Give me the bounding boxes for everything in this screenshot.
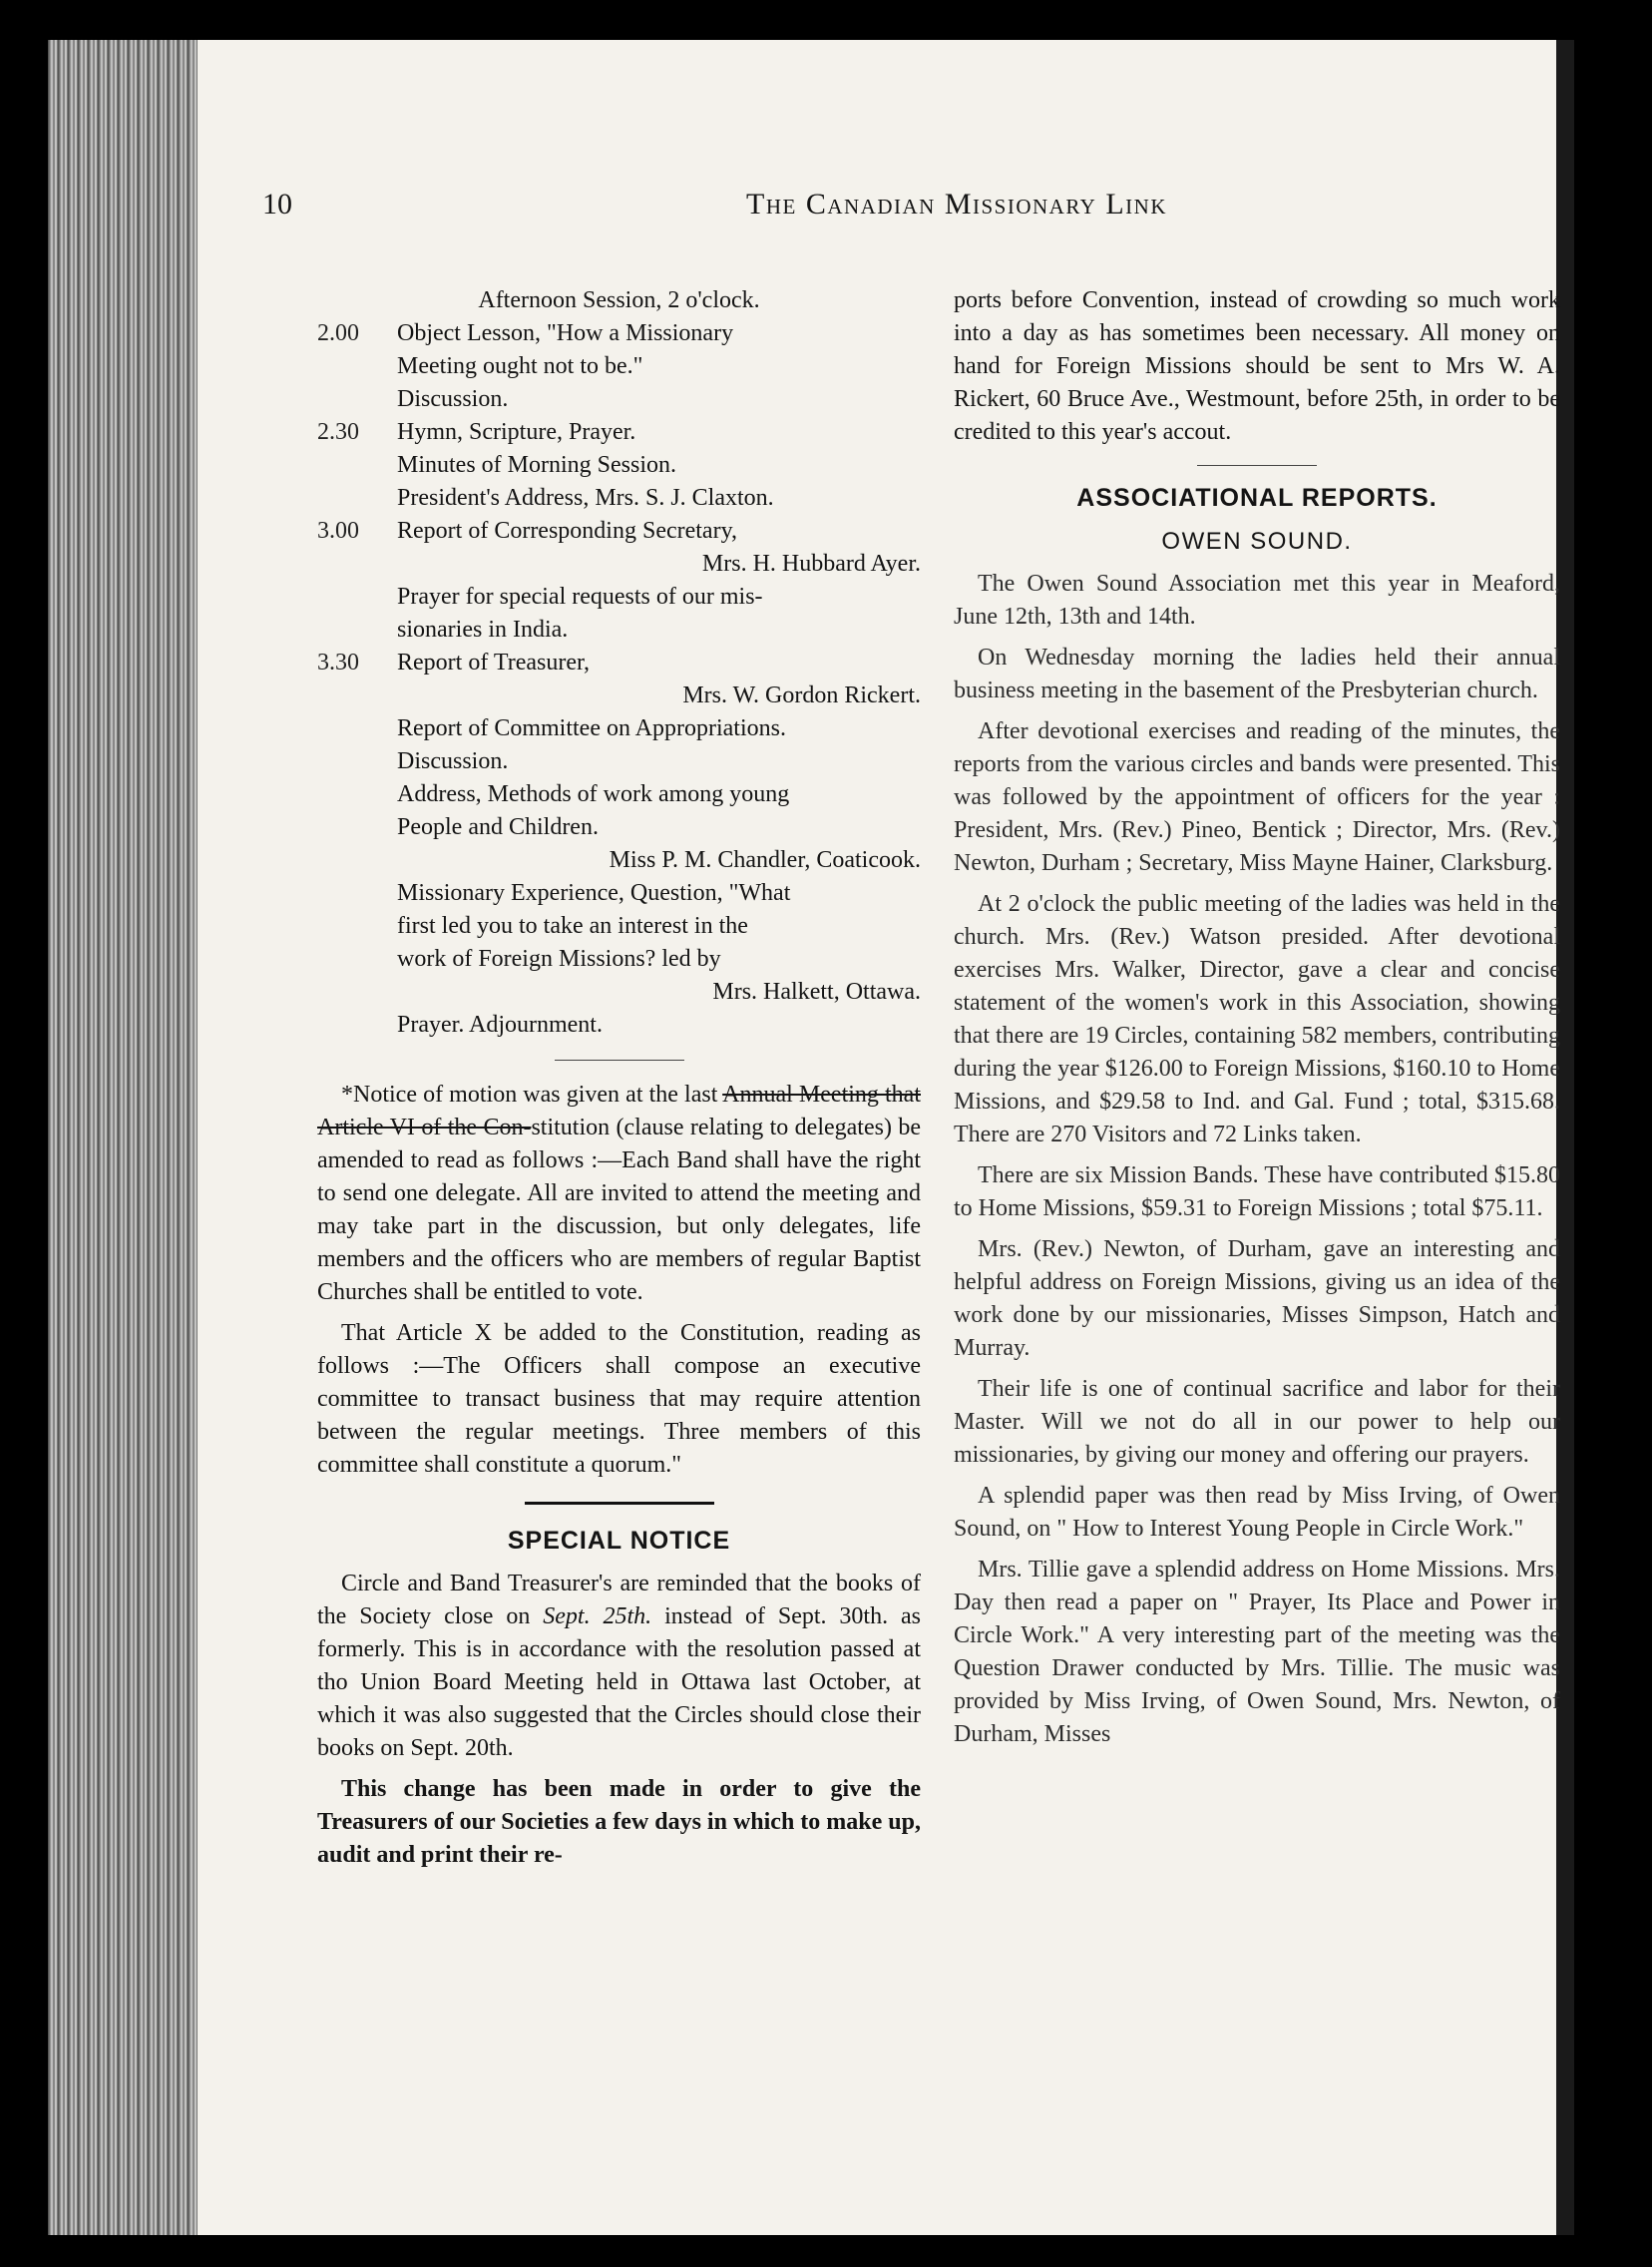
schedule-item: Report of Committee on Appropriations.: [397, 715, 786, 741]
schedule-item: sionaries in India.: [397, 617, 569, 643]
section-heading: SPECIAL NOTICE: [507, 1527, 731, 1555]
divider: [555, 1060, 684, 1061]
schedule-item: Prayer. Adjournment.: [397, 1012, 603, 1038]
schedule-item: Missionary Experience, Question, "What: [397, 880, 791, 906]
session-heading: Afternoon Session, 2 o'clock.: [478, 287, 760, 313]
schedule-item: People and Children.: [397, 814, 599, 840]
special-notice-paragraph: Circle and Band Treasurer's are reminded that the books of the Society close on Sept. 25th. instead of Sept. 30th. as formerly. This is in accordance with the resolution passed at tho Union Board Meeting held in Ottawa last October, at which it was also suggested that the Circles should close their books on Sept. 20th.: [317, 1571, 921, 1761]
left-column: [317, 284, 921, 1880]
schedule-item: work of Foreign Missions? led by: [397, 946, 721, 972]
schedule-item: Meeting ought not to be.": [397, 353, 643, 379]
special-notice-paragraph: This change has been made in order to give the Treasurers of our Societies a few days in which to make up, audit and print their re-: [317, 1776, 921, 1868]
schedule-item: Report of Corresponding Secretary,: [397, 518, 738, 544]
schedule-speaker: Mrs. Halkett, Ottawa.: [712, 979, 921, 1005]
schedule-item: President's Address, Mrs. S. J. Claxton.: [397, 485, 774, 511]
report-paragraph: At 2 o'clock the public meeting of the ladies was held in the church. Mrs. (Rev.) Watson presided. After devotional exercises Mrs. Walker, Director, gave a clear and concise statement of the women's work in this Association, showing that there are 19 Circles, containing 582 members, contributing during the year $126.00 to Foreign Missions, $160.10 to Home Missions, and $29.58 to Ind. and Gal. Fund ; total, $315.68. There are 270 Visitors and 72 Links taken.: [954, 891, 1560, 1147]
running-title: The Canadian Missionary Link: [746, 188, 1167, 221]
page-number: 10: [262, 188, 292, 221]
schedule-item: Hymn, Scripture, Prayer.: [397, 419, 636, 445]
schedule-item: Report of Treasurer,: [397, 650, 591, 676]
subsection-heading: OWEN SOUND.: [1161, 528, 1353, 555]
notice-of-motion: *Notice of motion was given at the last Annual Meeting that Article VI of the Con-stitution (clause relating to delegates) be amended to read as follows :—Each Band shall have the right to send one delegate. All are invited to attend the meeting and may take part in the discussion, but only delegates, life members and the officers who are members of regular Baptist Churches shall be entitled to vote.: [317, 1082, 921, 1305]
schedule-item: Prayer for special requests of our mis-: [397, 584, 763, 610]
article-x-paragraph: That Article X be added to the Constitution, reading as follows :—The Officers shall compose an executive committee to transact business that may require attention between the regular meetings. Three members of this committee shall constitute a quorum.": [317, 1320, 921, 1478]
report-paragraph: Their life is one of continual sacrifice and labor for their Master. Will we not do all in our power to help our missionaries, by giving our money and offering our prayers.: [954, 1376, 1560, 1468]
scanned-page: [48, 40, 1574, 2235]
report-paragraph: On Wednesday morning the ladies held their annual business meeting in the basement of the Presbyterian church.: [954, 645, 1560, 703]
schedule-speaker: Miss P. M. Chandler, Coaticook.: [609, 847, 921, 873]
continued-paragraph: ports before Convention, instead of crowding so much work into a day as has sometimes been necessary. All money on hand for Foreign Missions should be sent to Mrs W. A. Rickert, 60 Bruce Ave., Westmount, before 25th, in order to be credited to this year's accout.: [954, 287, 1560, 445]
schedule-item: Discussion.: [397, 386, 509, 412]
schedule-item: Discussion.: [397, 748, 509, 774]
schedule-item: Address, Methods of work among young: [397, 781, 790, 807]
schedule: [317, 317, 921, 1042]
schedule-time: 2.00: [317, 320, 359, 346]
schedule-speaker: Mrs. H. Hubbard Ayer.: [701, 551, 921, 577]
right-column: [954, 284, 1560, 1759]
schedule-time: 3.00: [317, 518, 359, 544]
schedule-item: first led you to take an interest in the: [397, 913, 748, 939]
schedule-time: 2.30: [317, 419, 359, 445]
report-paragraph: A splendid paper was then read by Miss Irving, of Owen Sound, on " How to Interest Young People in Circle Work.": [954, 1483, 1560, 1542]
divider: [1197, 465, 1317, 466]
schedule-item: Object Lesson, "How a Missionary: [397, 320, 734, 346]
schedule-time: 3.30: [317, 650, 359, 676]
report-paragraph: Mrs. Tillie gave a splendid address on Home Missions. Mrs. Day then read a paper on " Prayer, Its Place and Power in Circle Work." A very interesting part of the meeting was the Question Drawer conducted by Mrs. Tillie. The music was provided by Miss Irving, of Owen Sound, Mrs. Newton, of Durham, Misses: [954, 1557, 1560, 1747]
report-paragraph: Mrs. (Rev.) Newton, of Durham, gave an interesting and helpful address on Foreign Missions, giving us an idea of the work done by our missionaries, Misses Simpson, Hatch and Murray.: [954, 1236, 1560, 1361]
report-paragraph: The Owen Sound Association met this year in Meaford, June 12th, 13th and 14th.: [954, 571, 1560, 630]
section-heading: ASSOCIATIONAL REPORTS.: [1076, 484, 1438, 512]
divider: [525, 1502, 714, 1505]
book-spine: [48, 40, 198, 2235]
report-paragraph: There are six Mission Bands. These have contributed $15.80 to Home Missions, $59.31 to Foreign Missions ; total $75.11.: [954, 1162, 1560, 1221]
schedule-speaker: Mrs. W. Gordon Rickert.: [682, 682, 921, 708]
schedule-item: Minutes of Morning Session.: [397, 452, 677, 478]
page-header: [48, 188, 1574, 247]
report-paragraph: After devotional exercises and reading of the minutes, the reports from the various circles and bands were presented. This was followed by the appointment of officers for the year : President, Mrs. (Rev.) Pineo, Bentick ; Director, Mrs. (Rev.) Newton, Durham ; Secretary, Miss Mayne Hainer, Clarksburg.: [954, 718, 1560, 876]
